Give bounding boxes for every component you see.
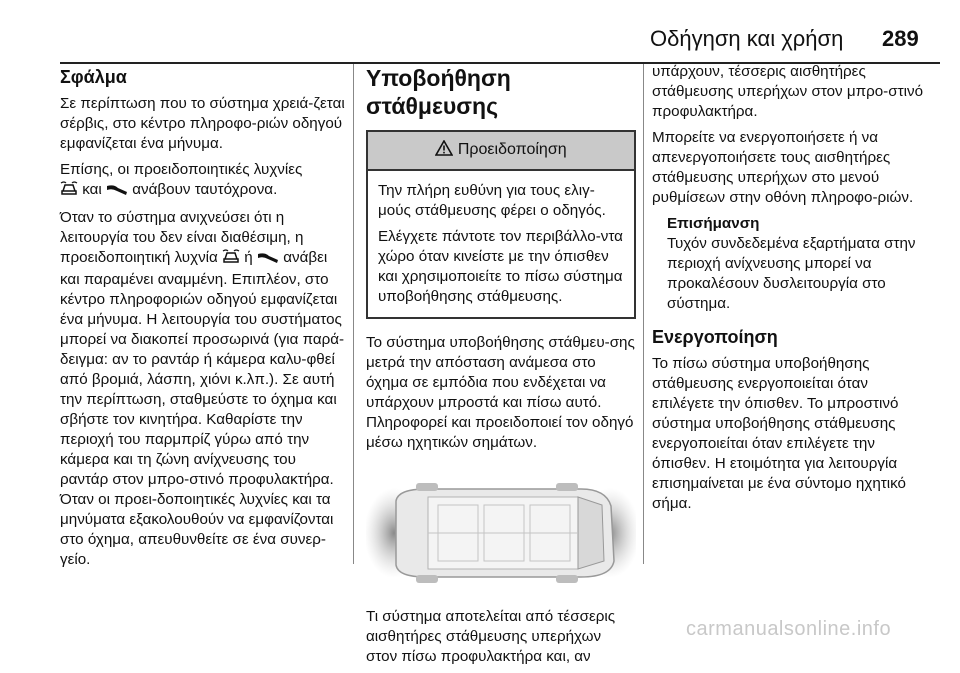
warning-header — [368, 132, 634, 171]
fault-paragraph-2-end: ανάβουν ταυτόχρονα. — [132, 181, 278, 198]
vehicle-front-warning-icon — [222, 248, 240, 270]
fault-paragraph-3-or: ή — [244, 249, 253, 266]
lane-warning-icon — [106, 182, 128, 202]
vehicle-front-warning-icon — [60, 180, 78, 202]
van-parking-sensors-illustration — [366, 471, 636, 591]
column-1 — [60, 62, 345, 576]
warning-title: Προειδοποίηση — [457, 141, 567, 158]
fault-paragraph-2 — [60, 160, 345, 202]
parking-paragraph-2: Τι σύστημα αποτελείται από τέσσερις αισθητήρες στάθμευσης υπερήχων στον πίσω προφυλακτήρα και, αν — [366, 608, 616, 665]
watermark: carmanualsonline.info — [686, 618, 892, 640]
fault-paragraph-1: Σε περίπτωση που το σύστημα χρειά-ζεται σέρβις, στο κέντρο πληροφο-ριών οδηγού εμφανίζεται ένα μήνυμα. — [60, 95, 345, 152]
warning-paragraph-2: Ελέγχετε πάντοτε τον περιβάλλο-ντα χώρο όταν κινείστε με την όπισθεν και χρησιμοποιείτε το πίσω σύστημα υποβοήθησης στάθμευσης. — [378, 228, 623, 305]
column-2 — [366, 62, 636, 673]
page-header — [0, 20, 960, 60]
note-text: Τυχόν συνδεδεμένα εξαρτήματα στην περιοχή ανίχνευσης μπορεί να προκαλέσουν δυσλειτουργία στο σύστημα. — [667, 235, 916, 312]
fault-paragraph-2-and: και — [82, 181, 102, 198]
heading-parking-assist: Υποβοήθηση στάθμευσης — [366, 65, 511, 119]
note-block — [652, 214, 932, 314]
fault-paragraph-3-end: ανάβει και παραμένει αναμμένη. Επιπλέον, στο κέντρο πληροφοριών οδηγού εμφανίζεται ένα μήνυμα. Η λειτουργία του συστήματος μπορεί να διακοπεί προσωρινά (για παρά-δειγμα: αν το ραντάρ ή κάμερα καλυ-φθεί από βρομιά, λάσπη, χιόνι κ.λπ.). Σε αυτή την περίπτωση, σταθμεύστε το όχημα και σβήστε τον κινητήρα. Καθαρίστε την περιοχή του παρμπρίζ γύρω από την κάμερα και τη ζώνη ανίχνευσης του ραντάρ στον μπρο-στινό προφυλακτήρα. Όταν οι προει-δοποιητικές λυχνίες και τα μηνύματα εξακολουθούν να εμφανίζονται στο όχημα, απευθυνθείτε σε ένα συνερ-γείο. — [60, 249, 345, 568]
parking-paragraph-1: Το σύστημα υποβοήθησης στάθμευ-σης μετρά την απόσταση ανάμεσα στο όχημα σε εμπόδια που ενδέχεται να υπάρχουν μπροστά και πίσω αυτό. Πληροφορεί και προειδοποιεί τον οδηγό μέσω ηχητικών σημάτων. — [366, 334, 635, 451]
fault-paragraph-3-start: Όταν το σύστημα ανιχνεύσει ότι η λειτουργία του δεν είναι διαθέσιμη, η προειδοποιητική λυχνία — [60, 209, 304, 266]
heading-fault: Σφάλμα — [60, 67, 127, 87]
sensors-paragraph-2: Μπορείτε να ενεργοποιήσετε ή να απενεργοποιήσετε τους αισθητήρες στάθμευσης υπερήχων στο μενού ρυθμίσεων στην οθόνη πληροφο-ριών. — [652, 129, 914, 206]
heading-activation: Ενεργοποίηση — [652, 327, 778, 347]
column-3 — [652, 62, 932, 520]
page-number: 289 — [882, 26, 919, 51]
column-divider-2 — [643, 64, 644, 564]
fault-paragraph-3 — [60, 208, 345, 570]
column-divider-1 — [353, 64, 354, 564]
warning-triangle-icon — [435, 140, 453, 162]
activation-paragraph: Το πίσω σύστημα υποβοήθησης στάθμευσης ενεργοποιείται όταν επιλέγετε την όπισθεν. Το μπροστινό σύστημα υποβοήθησης στάθμευσης ενεργοποιείται όταν επιλέγετε την όπισθεν. Η ετοιμότητα για λειτουργία επισημαίνεται με ένα σύντομο ηχητικό σήμα. — [652, 355, 906, 512]
header-title: Οδήγηση και χρήση — [650, 26, 844, 51]
lane-warning-icon — [257, 250, 279, 270]
fault-paragraph-2-start: Επίσης, οι προειδοποιητικές λυχνίες — [60, 161, 303, 178]
warning-box — [366, 130, 636, 319]
sensors-paragraph-1: υπάρχουν, τέσσερις αισθητήρες στάθμευσης υπερήχων στον μπρο-στινό προφυλακτήρα. — [652, 63, 924, 120]
warning-body — [368, 171, 634, 317]
note-title: Επισήμανση — [667, 215, 760, 232]
warning-paragraph-1: Την πλήρη ευθύνη για τους ελιγ-μούς στάθμευσης φέρει ο οδηγός. — [378, 182, 606, 219]
